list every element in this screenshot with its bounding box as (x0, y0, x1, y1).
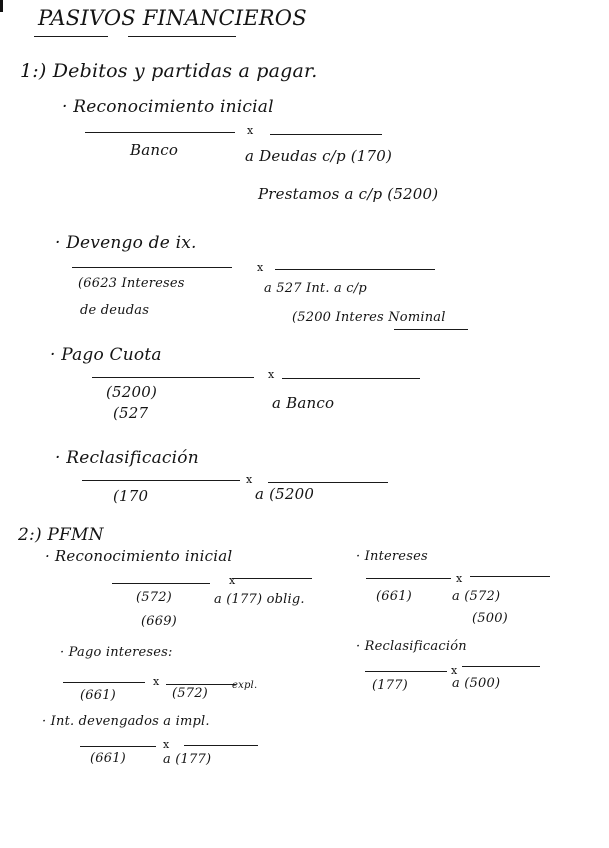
s2-recl-credit: a (500) (452, 676, 501, 691)
page-title: PASIVOS FINANCIEROS (38, 6, 307, 30)
t-account-rule (268, 482, 388, 483)
s2-pago-note: expl. (232, 680, 258, 691)
cross-mark: x (153, 675, 160, 688)
cross-mark: x (451, 664, 458, 677)
s2-int-label: · Intereses (356, 549, 428, 564)
t-account-rule (63, 682, 145, 683)
t-account-rule (112, 583, 210, 584)
s2-int-credit-2: (500) (472, 611, 508, 626)
t-account-rule (82, 480, 240, 481)
cross-mark: x (229, 574, 236, 587)
t-account-rule (282, 378, 420, 379)
section-2-heading: 2:) PFMN (18, 525, 104, 545)
s2-dev-debit: (661) (90, 751, 126, 766)
s2-int-credit-1: a (572) (452, 589, 501, 604)
cross-mark: x (268, 368, 275, 381)
s2-recl-debit: (177) (372, 678, 408, 693)
s1-dev-credit-2: (5200 Interes Nominal (292, 310, 446, 325)
s1-pago-credit: a Banco (272, 394, 335, 412)
s1-recl-debit: (170 (113, 487, 149, 505)
margin-mark (0, 0, 3, 12)
t-account-rule (470, 576, 550, 577)
t-account-rule (72, 267, 232, 268)
s1-recl-label: · Reclasificación (55, 448, 199, 468)
t-account-rule (366, 578, 451, 579)
s1-rec-credit-2: Prestamos a c/p (5200) (258, 185, 439, 203)
section-1-heading: 1:) Debitos y partidas a pagar. (20, 60, 318, 82)
s1-dev-debit-1: (6623 Intereses (78, 276, 185, 291)
t-account-rule (365, 671, 447, 672)
t-account-rule (85, 132, 235, 133)
nominal-underline (394, 329, 468, 330)
s1-dev-debit-2: de deudas (80, 303, 150, 318)
s2-rec-debit-1: (572) (136, 590, 172, 605)
s1-rec-credit-1: a Deudas c/p (170) (245, 147, 393, 165)
t-account-rule (462, 666, 540, 667)
s1-pago-debit-2: (527 (113, 404, 149, 422)
t-account-rule (275, 269, 435, 270)
t-account-rule (92, 377, 254, 378)
s2-dev-label: · Int. devengados a impl. (42, 714, 210, 729)
s1-dev-label: · Devengo de ix. (55, 233, 197, 253)
s1-dev-credit-1: a 527 Int. a c/p (264, 281, 367, 296)
cross-mark: x (456, 572, 463, 585)
s2-pago-credit: (572) (172, 686, 208, 701)
t-account-rule (80, 746, 156, 747)
t-account-rule (270, 134, 382, 135)
cross-mark: x (257, 261, 264, 274)
s2-rec-credit: a (177) oblig. (214, 592, 305, 607)
s1-rec-label: · Reconocimiento inicial (62, 97, 274, 117)
s1-pago-label: · Pago Cuota (50, 345, 162, 365)
title-underline (34, 36, 108, 37)
s2-pago-label: · Pago intereses: (60, 645, 173, 660)
s2-dev-credit: a (177) (163, 752, 212, 767)
cross-mark: x (246, 473, 253, 486)
cross-mark: x (163, 738, 170, 751)
t-account-rule (184, 745, 258, 746)
s1-pago-debit-1: (5200) (106, 383, 158, 401)
s2-int-debit: (661) (376, 589, 412, 604)
s2-rec-debit-2: (669) (141, 614, 177, 629)
s2-rec-label: · Reconocimiento inicial (45, 547, 233, 565)
s1-rec-debit: Banco (130, 141, 179, 159)
title-underline (128, 36, 236, 37)
s1-recl-credit: a (5200 (255, 485, 315, 503)
t-account-rule (232, 578, 312, 579)
s2-pago-debit: (661) (80, 688, 116, 703)
t-account-rule (166, 684, 236, 685)
s2-recl-label: · Reclasificación (356, 639, 467, 654)
cross-mark: x (247, 124, 254, 137)
